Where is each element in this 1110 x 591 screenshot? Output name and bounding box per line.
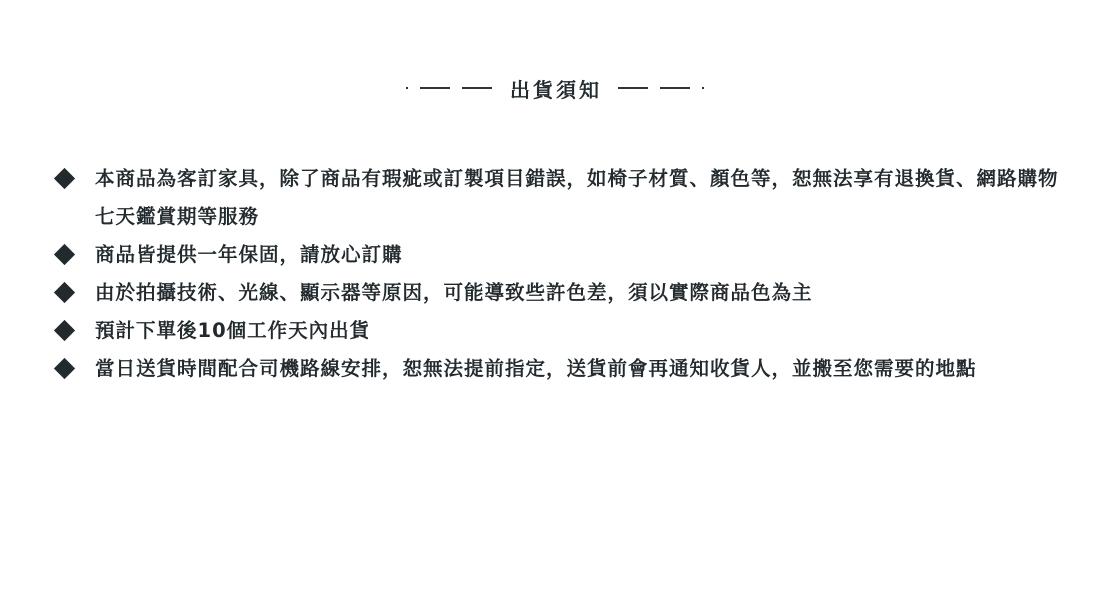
notice-text: 由於拍攝技術、光線、顯示器等原因，可能導致些許色差，須以實際商品色為主 xyxy=(95,281,813,304)
list-item xyxy=(55,236,1065,274)
section-title: 出貨須知 xyxy=(510,77,602,102)
notice-text: 當日送貨時間配合司機路線安排，恕無法提前指定，送貨前會再通知收貨人，並搬至您需要的地點 xyxy=(95,357,977,380)
list-item xyxy=(55,160,1065,236)
notice-text: 本商品為客訂家具，除了商品有瑕疵或訂製項目錯誤，如椅子材質、顏色等，恕無法享有退換貨、網路購物七天鑑賞期等服務 xyxy=(95,167,1059,228)
diamond-bullet-icon xyxy=(54,244,75,265)
diamond-bullet-icon xyxy=(54,168,75,189)
diamond-bullet-icon xyxy=(54,282,75,303)
list-item xyxy=(55,274,1065,312)
diamond-bullet-icon xyxy=(54,320,75,341)
divider-dash xyxy=(618,87,648,89)
divider-dash xyxy=(462,87,492,89)
notice-text: 預計下單後10個工作天內出貨 xyxy=(95,319,371,342)
right-divider-ornament xyxy=(618,87,704,89)
list-item xyxy=(55,350,1065,388)
left-divider-ornament xyxy=(406,87,492,89)
divider-dot xyxy=(406,87,408,89)
notice-list xyxy=(55,160,1065,388)
divider-dot xyxy=(702,87,704,89)
list-item xyxy=(55,312,1065,350)
divider-dash xyxy=(660,87,690,89)
notice-text: 商品皆提供一年保固，請放心訂購 xyxy=(95,243,403,266)
section-header xyxy=(0,72,1110,104)
diamond-bullet-icon xyxy=(54,358,75,379)
divider-dash xyxy=(420,87,450,89)
